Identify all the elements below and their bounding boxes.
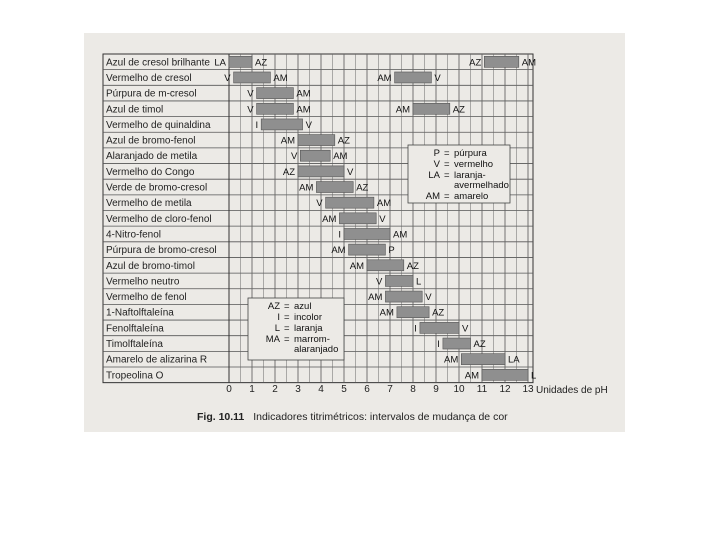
row-label: Púrpura de bromo-cresol (106, 245, 217, 257)
range-bar (385, 291, 422, 302)
range-bar (349, 244, 386, 255)
range-bar (234, 72, 271, 83)
legend-code: P (433, 148, 440, 159)
row-label: Vermelho de quinaldina (106, 119, 211, 131)
range-bar (413, 103, 450, 114)
legend-code: AM (425, 191, 440, 202)
legend-code: LA (428, 170, 440, 181)
legend-equals: = (284, 323, 290, 334)
range-bar (229, 56, 252, 67)
range-bar (261, 119, 302, 130)
x-tick-label: 3 (295, 384, 301, 395)
x-tick-label: 10 (453, 384, 465, 395)
high-color-label: AZ (432, 307, 445, 319)
low-color-label: V (316, 198, 323, 210)
legend-code: I (277, 312, 280, 323)
row-label: Vermelho de fenol (106, 292, 187, 304)
row-label: Amarelo de alizarina R (106, 354, 208, 366)
x-tick-label: 1 (249, 384, 255, 395)
low-color-label: LA (214, 57, 226, 69)
low-color-label: AM (280, 135, 295, 147)
legend-meaning: laranja- (454, 170, 486, 181)
figure-caption (197, 411, 508, 423)
low-color-label: AM (379, 307, 394, 319)
row-label: Tropeolina O (106, 370, 164, 382)
high-color-label: AM (521, 57, 537, 69)
row-label: Azul de timol (106, 104, 164, 116)
row-label: Vermelho de metila (106, 198, 192, 210)
range-bar (461, 354, 505, 365)
row-label: Vermelho neutro (106, 276, 180, 288)
legend-bottom-left (248, 298, 344, 360)
low-color-label: AZ (469, 57, 482, 69)
high-color-label: AZ (255, 57, 268, 69)
high-color-label: V (425, 292, 432, 304)
row-label: Vermelho de cresol (106, 72, 192, 84)
high-color-label: L (531, 370, 537, 382)
caption-text: Indicadores titrimétricos: intervalos de mudança de cor (253, 411, 508, 423)
high-color-label: V (379, 213, 386, 225)
legend-meaning-cont: avermelhado (454, 180, 509, 191)
legend-equals: = (444, 191, 450, 202)
high-color-label: AZ (452, 104, 465, 116)
legend-code: L (274, 323, 280, 334)
range-bar (443, 338, 471, 349)
legend-meaning: laranja (294, 323, 323, 334)
high-color-label: LA (508, 354, 520, 366)
range-bar (367, 260, 404, 271)
row-label: Azul de bromo-timol (106, 260, 195, 272)
low-color-label: AM (322, 213, 337, 225)
low-color-label: AM (395, 104, 410, 116)
row-label: Vermelho do Congo (106, 166, 195, 178)
range-bar (397, 307, 429, 318)
high-color-label: AM (393, 229, 408, 241)
legend-equals: = (444, 170, 450, 181)
x-tick-label: 7 (387, 384, 393, 395)
high-color-label: AM (333, 151, 348, 163)
high-color-label: AM (296, 104, 311, 116)
legend-code: AZ (267, 301, 280, 312)
row-label: Timolftaleína (106, 339, 163, 351)
x-tick-label: 9 (433, 384, 439, 395)
low-color-label: V (247, 104, 254, 116)
x-tick-label: 11 (476, 384, 488, 395)
low-color-label: AM (299, 182, 314, 194)
row-label: Alaranjado de metila (106, 151, 198, 163)
x-tick-label: 13 (522, 384, 534, 395)
range-bar (339, 213, 376, 224)
low-color-label: AM (331, 245, 346, 257)
high-color-label: V (347, 166, 354, 178)
x-tick-label: 6 (364, 384, 370, 395)
high-color-label: V (434, 72, 441, 84)
high-color-label: AZ (473, 339, 486, 351)
low-color-label: V (247, 88, 254, 100)
low-color-label: AM (349, 260, 364, 272)
low-color-label: AM (377, 72, 392, 84)
range-bar (344, 228, 390, 239)
legend-meaning: marrom- (294, 334, 330, 345)
high-color-label: AM (273, 72, 288, 84)
legend-meaning-cont: alaranjado (294, 344, 339, 355)
range-bar (420, 322, 459, 333)
x-tick-label: 2 (272, 384, 278, 395)
legend-meaning: incolor (294, 312, 322, 323)
low-color-label: I (255, 119, 259, 131)
legend-equals: = (444, 148, 450, 159)
low-color-label: V (290, 151, 298, 163)
high-color-label: L (416, 276, 422, 288)
high-color-label: P (388, 245, 395, 257)
legend-meaning: azul (294, 301, 312, 312)
low-color-label: AM (444, 354, 459, 366)
x-tick-label: 5 (341, 384, 347, 395)
legend-equals: = (284, 312, 290, 323)
x-axis-title: Unidades de pH (536, 385, 608, 396)
row-label: Fenolftaleína (106, 323, 164, 335)
row-labels (106, 57, 217, 381)
high-color-label: V (305, 119, 312, 131)
low-color-label: AZ (282, 166, 295, 178)
range-bar (300, 150, 330, 161)
low-color-label: I (338, 229, 341, 241)
legend-meaning: púrpura (454, 148, 487, 159)
range-bar (298, 135, 335, 146)
legend-code: V (433, 159, 440, 170)
row-label: Vermelho de cloro-fenol (106, 213, 212, 225)
range-bar (316, 182, 353, 193)
high-color-label: AZ (406, 260, 419, 272)
range-bar (385, 275, 413, 286)
legend-code: MA (265, 334, 280, 345)
legend-meaning: vermelho (454, 159, 494, 170)
low-color-label: V (224, 72, 231, 84)
low-color-label: AM (368, 292, 383, 304)
range-bar (257, 88, 294, 99)
row-label: Verde de bromo-cresol (106, 182, 208, 194)
range-bar (395, 72, 432, 83)
range-bar (257, 103, 294, 114)
range-bar (326, 197, 374, 208)
high-color-label: AM (376, 198, 392, 210)
x-axis (226, 384, 608, 396)
legend-equals: = (444, 159, 450, 170)
low-color-label: I (437, 339, 440, 351)
x-tick-label: 4 (318, 384, 324, 395)
x-tick-label: 0 (226, 384, 232, 395)
legend-meaning: amarelo (454, 191, 489, 202)
range-bar (298, 166, 344, 177)
range-bar (484, 56, 519, 67)
range-bar (482, 369, 528, 380)
high-color-label: V (462, 323, 469, 335)
low-color-label: V (376, 276, 383, 288)
row-label: 1-Naftolftaleína (106, 307, 174, 319)
caption-number: Fig. 10.11 (197, 411, 245, 423)
legend-equals: = (284, 301, 290, 312)
legend-equals: = (284, 334, 290, 345)
x-tick-label: 12 (499, 384, 511, 395)
row-label: Azul de bromo-fenol (106, 135, 196, 147)
legend-top-right (408, 145, 510, 203)
low-color-label: AM (464, 370, 479, 382)
x-tick-label: 8 (410, 384, 416, 395)
high-color-label: AZ (356, 182, 369, 194)
row-label: 4-Nitro-fenol (106, 229, 162, 241)
low-color-label: I (414, 323, 417, 335)
row-label: Púrpura de m-cresol (106, 88, 197, 100)
high-color-label: AM (296, 88, 311, 100)
high-color-label: AZ (337, 135, 350, 147)
row-label: Azul de cresol brilhante (106, 57, 210, 69)
